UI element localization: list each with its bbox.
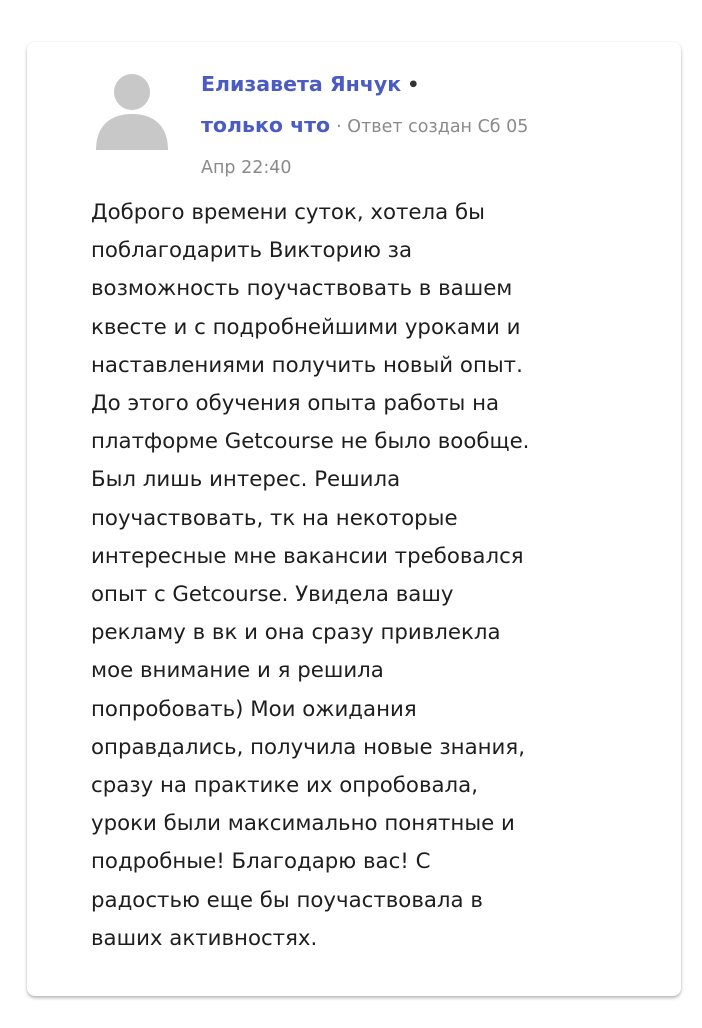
comment-line: попробовать) Мои ожидания (91, 696, 417, 722)
comment-line: Был лишь интерес. Решила (91, 467, 401, 493)
comment-line: наставлениями получить новый опыт. (91, 352, 523, 378)
comment-line: поблагодарить Викторию за (91, 238, 413, 264)
comment-line: сразу на практике их опробовала, (91, 773, 478, 799)
comment-line: мое внимание и я решила (91, 658, 384, 684)
author-name-link[interactable]: Елизавета Янчук (201, 72, 402, 96)
comment-line: уроки были максимально понятные и (91, 811, 515, 837)
comment-text (91, 194, 651, 958)
comment-line: платформе Getcourse не было вообще. (91, 429, 530, 455)
comment-line: опыт с Getcourse. Увидела вашу (91, 582, 454, 608)
comment-line: оправдались, получила новые знания, (91, 734, 525, 760)
comment-line: интересные мне вакансии требовался (91, 543, 524, 569)
comment-line: подробные! Благодарю вас! С (91, 849, 431, 875)
comment-line: возможность поучаствовать в вашем (91, 276, 513, 302)
comment-line: поучаствовать, тк на некоторые (91, 505, 458, 531)
comment-line: ваших активностях. (91, 925, 318, 951)
comment-line: До этого обучения опыта работы на (91, 391, 500, 417)
comment-line: радостью еще бы поучаствовала в (91, 887, 483, 913)
comment-line: рекламу в вк и она сразу привлекла (91, 620, 501, 646)
comment-time-link[interactable]: только что (201, 113, 331, 137)
comment-meta (201, 64, 631, 188)
comment-card (27, 42, 681, 996)
created-info: · Ответ создан Сб 05 (336, 117, 529, 137)
comment-line: квесте и с подробнейшими уроками и (91, 314, 521, 340)
separator-dot: • (407, 74, 420, 96)
user-silhouette-icon[interactable] (92, 68, 172, 150)
comment-line: Доброго времени суток, хотела бы (91, 200, 485, 225)
created-time: Апр 22:40 (201, 158, 292, 178)
